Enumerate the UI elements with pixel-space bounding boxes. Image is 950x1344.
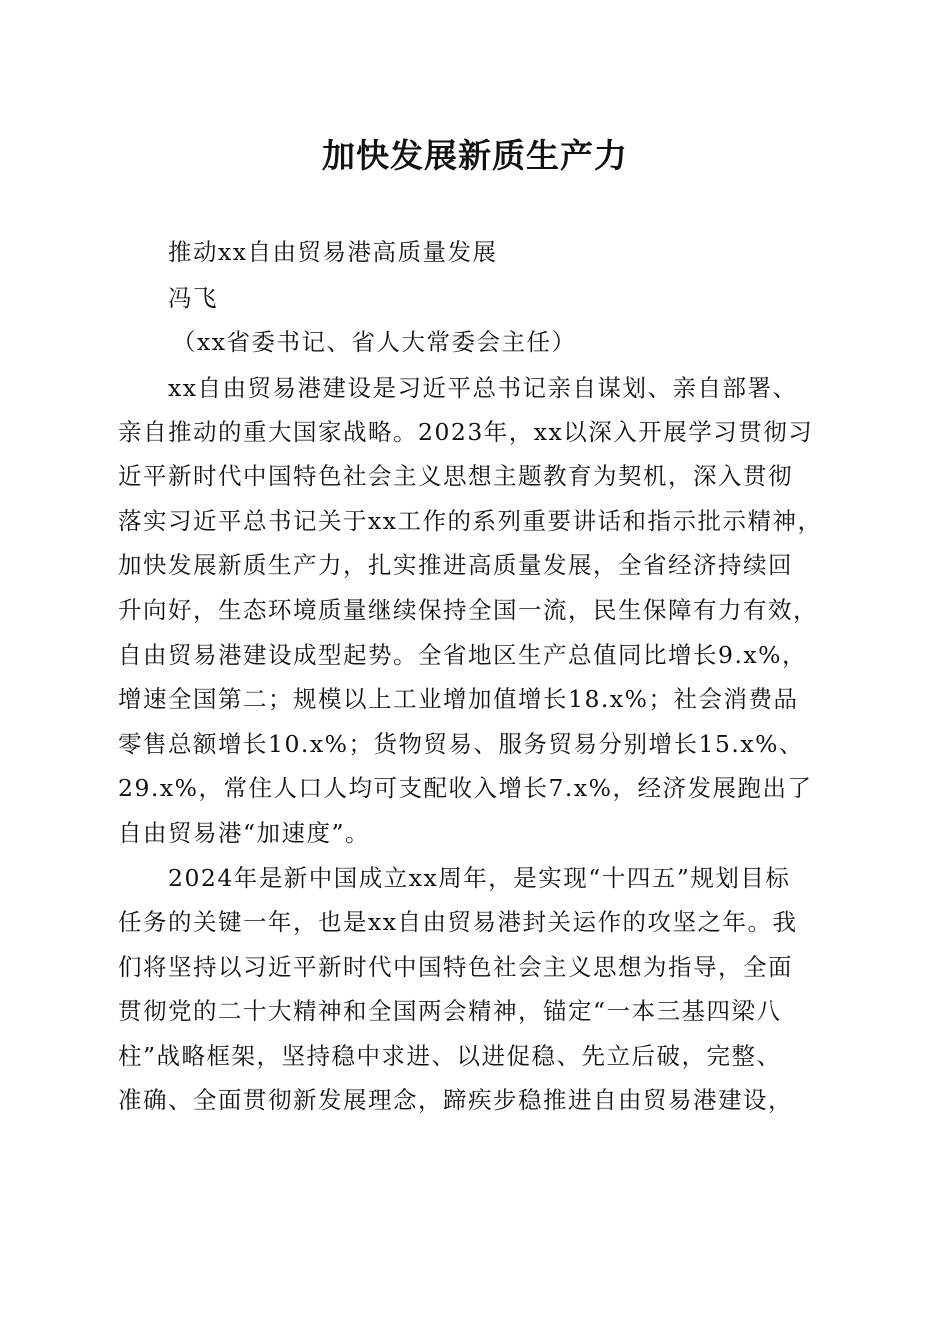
paragraph-line: 升向好，生态环境质量继续保持全国一流，民生保障有力有效， xyxy=(118,596,818,624)
author-name: 冯飞 xyxy=(168,284,218,312)
paragraph-line: 落实习近平总书记关于xx工作的系列重要讲话和指示批示精神， xyxy=(118,507,823,535)
paragraph-line: 29.x%，常住人口人均可支配收入增长7.x%，经济发展跑出了 xyxy=(118,774,813,802)
paragraph-line: 们将坚持以习近平新时代中国特色社会主义思想为指导，全面 xyxy=(118,953,793,981)
paragraph-line: 自由贸易港建设成型起势。全省地区生产总值同比增长9.x%， xyxy=(118,641,808,669)
paragraph-line: 自由贸易港“加速度”。 xyxy=(118,819,371,847)
paragraph-line: 任务的关键一年，也是xx自由贸易港封关运作的攻坚之年。我 xyxy=(118,908,798,936)
paragraph-line: 准确、全面贯彻新发展理念，蹄疾步稳推进自由贸易港建设， xyxy=(118,1086,793,1114)
document-title: 加快发展新质生产力 xyxy=(322,136,628,175)
paragraph-line: 贯彻党的二十大精神和全国两会精神，锚定“一本三基四梁八 xyxy=(118,997,782,1025)
paragraph-line: 2024年是新中国成立xx周年，是实现“十四五”规划目标 xyxy=(168,864,791,892)
paragraph-line: 加快发展新质生产力，扎实推进高质量发展，全省经济持续回 xyxy=(118,551,793,579)
document-subtitle: 推动xx自由贸易港高质量发展 xyxy=(168,238,498,266)
author-title: （xx省委书记、省人大常委会主任） xyxy=(172,328,577,356)
paragraph-line: 柱”战略框架，坚持稳中求进、以进促稳、先立后破，完整、 xyxy=(118,1042,782,1070)
paragraph-line: 亲自推动的重大国家战略。2023年，xx以深入开展学习贯彻习 xyxy=(118,418,814,446)
paragraph-line: 零售总额增长10.x%；货物贸易、服务贸易分别增长15.x%、 xyxy=(118,730,804,758)
paragraph-line: xx自由贸易港建设是习近平总书记亲自谋划、亲自部署、 xyxy=(168,374,798,402)
paragraph-line: 增速全国第二；规模以上工业增加值增长18.x%；社会消费品 xyxy=(118,685,799,713)
paragraph-line: 近平新时代中国特色社会主义思想主题教育为契机，深入贯彻 xyxy=(118,462,793,490)
